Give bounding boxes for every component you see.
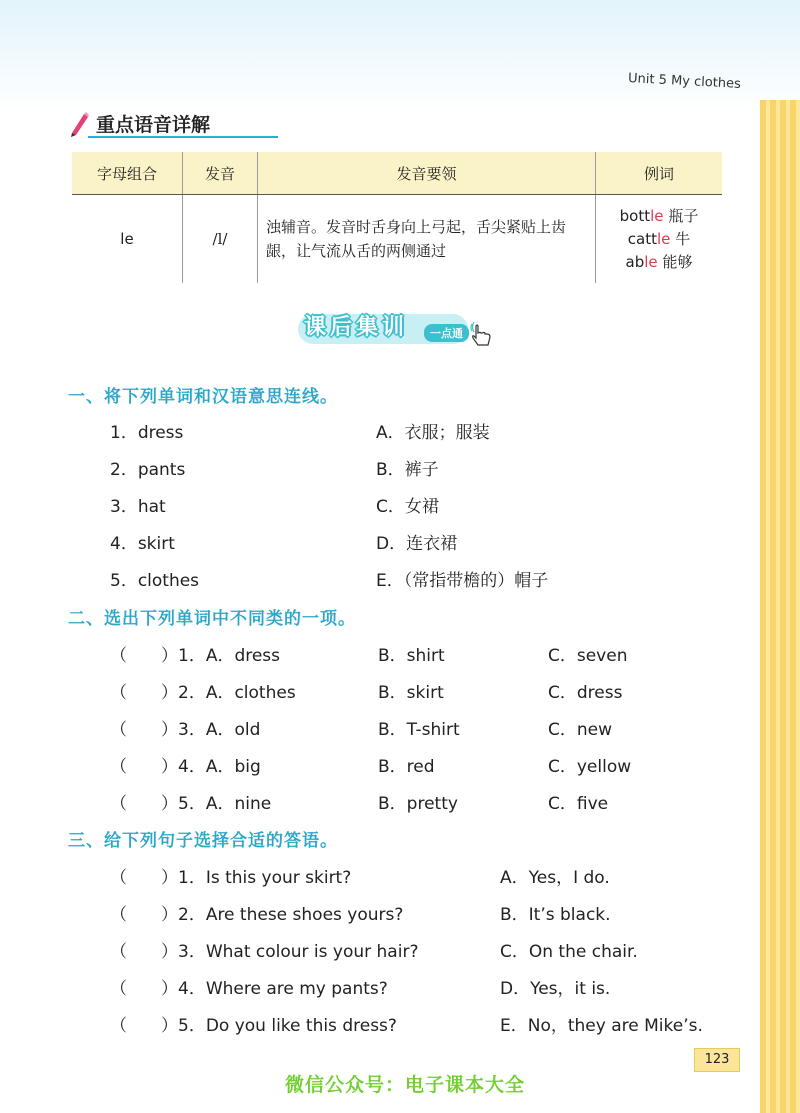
unit-header: Unit 5 My clothes [627, 71, 742, 92]
banner-subtitle: 一点通 [424, 324, 469, 342]
q3-question: （ ）2．Are these shoes yours? [110, 905, 404, 925]
header-combo: 字母组合 [72, 152, 183, 195]
q1-left-item: 5．clothes [110, 571, 200, 591]
header-sound: 发音 [183, 152, 258, 195]
q2-option-b: B．red [378, 757, 435, 777]
section-title-text: 重点语音详解 [96, 114, 211, 136]
section-title-underline [88, 136, 278, 138]
example-word: bottle 瓶子 [619, 206, 699, 225]
page-number: 123 [694, 1048, 740, 1072]
table-row [72, 195, 722, 284]
q2-option-c: C．yellow [548, 757, 632, 777]
pointing-hand-icon [470, 322, 496, 348]
q2-option-a: （ ）1．A．dress [110, 646, 281, 666]
q2-option-a: （ ）5．A．nine [110, 794, 272, 814]
q1-left-item: 3．hat [110, 497, 166, 517]
q2-heading: 二、选出下列单词中不同类的一项。 [68, 609, 356, 629]
q3-answer: B．It’s black. [500, 905, 611, 925]
header-decoration [0, 0, 800, 110]
q2-option-a: （ ）4．A．big [110, 757, 261, 777]
section-title [68, 110, 210, 137]
table-header-row [72, 152, 722, 195]
q1-left-item: 4．skirt [110, 534, 175, 554]
example-word: able 能够 [625, 252, 693, 271]
header-examples: 例词 [596, 152, 723, 195]
q2-option-b: B．pretty [378, 794, 458, 814]
q2-option-c: C．new [548, 720, 613, 740]
page-edge-stripes [760, 100, 800, 1113]
q1-left-item: 1．dress [110, 423, 184, 443]
q2-option-b: B．skirt [378, 683, 444, 703]
q1-heading: 一、将下列单词和汉语意思连线。 [68, 387, 338, 407]
q1-right-item: D．连衣裙 [376, 534, 458, 554]
q3-answer: A．Yes，I do. [500, 868, 610, 888]
ipa-cell: /l/ [183, 195, 258, 284]
q3-heading: 三、给下列句子选择合适的答语。 [68, 831, 338, 851]
q2-option-b: B．T-shirt [378, 720, 460, 740]
q3-answer: C．On the chair. [500, 942, 638, 962]
q2-option-c: C．seven [548, 646, 628, 666]
q3-question: （ ）4．Where are my pants? [110, 979, 388, 999]
phonics-table [72, 152, 722, 283]
q3-question: （ ）1．Is this your skirt? [110, 868, 352, 888]
q1-right-item: B．裤子 [376, 460, 439, 480]
q3-question: （ ）5．Do you like this dress? [110, 1016, 397, 1036]
tips-cell: 浊辅音。发音时舌身向上弓起，舌尖紧贴上齿龈，让气流从舌的两侧通过 [258, 195, 596, 284]
pencil-icon [68, 111, 90, 137]
q2-option-b: B．shirt [378, 646, 445, 666]
q2-option-c: C．dress [548, 683, 623, 703]
q2-option-c: C．five [548, 794, 609, 814]
examples-cell [596, 195, 723, 284]
q3-answer: D．Yes，it is. [500, 979, 611, 999]
banner-title: 课后集训 [304, 315, 409, 340]
q3-question: （ ）3．What colour is your hair? [110, 942, 419, 962]
example-word: cattle 牛 [627, 229, 691, 248]
q2-option-a: （ ）3．A．old [110, 720, 261, 740]
practice-banner [298, 308, 503, 354]
q1-left-item: 2．pants [110, 460, 186, 480]
q1-right-item: E．（常指带檐的）帽子 [376, 571, 549, 591]
header-tips: 发音要领 [258, 152, 596, 195]
q3-answer: E．No，they are Mike’s. [500, 1016, 703, 1036]
q2-option-a: （ ）2．A．clothes [110, 683, 296, 703]
q1-right-item: A．衣服；服装 [376, 423, 490, 443]
watermark-text: 微信公众号：电子课本大全 [285, 1074, 526, 1096]
combo-cell: le [120, 230, 134, 248]
q1-right-item: C．女裙 [376, 497, 439, 517]
